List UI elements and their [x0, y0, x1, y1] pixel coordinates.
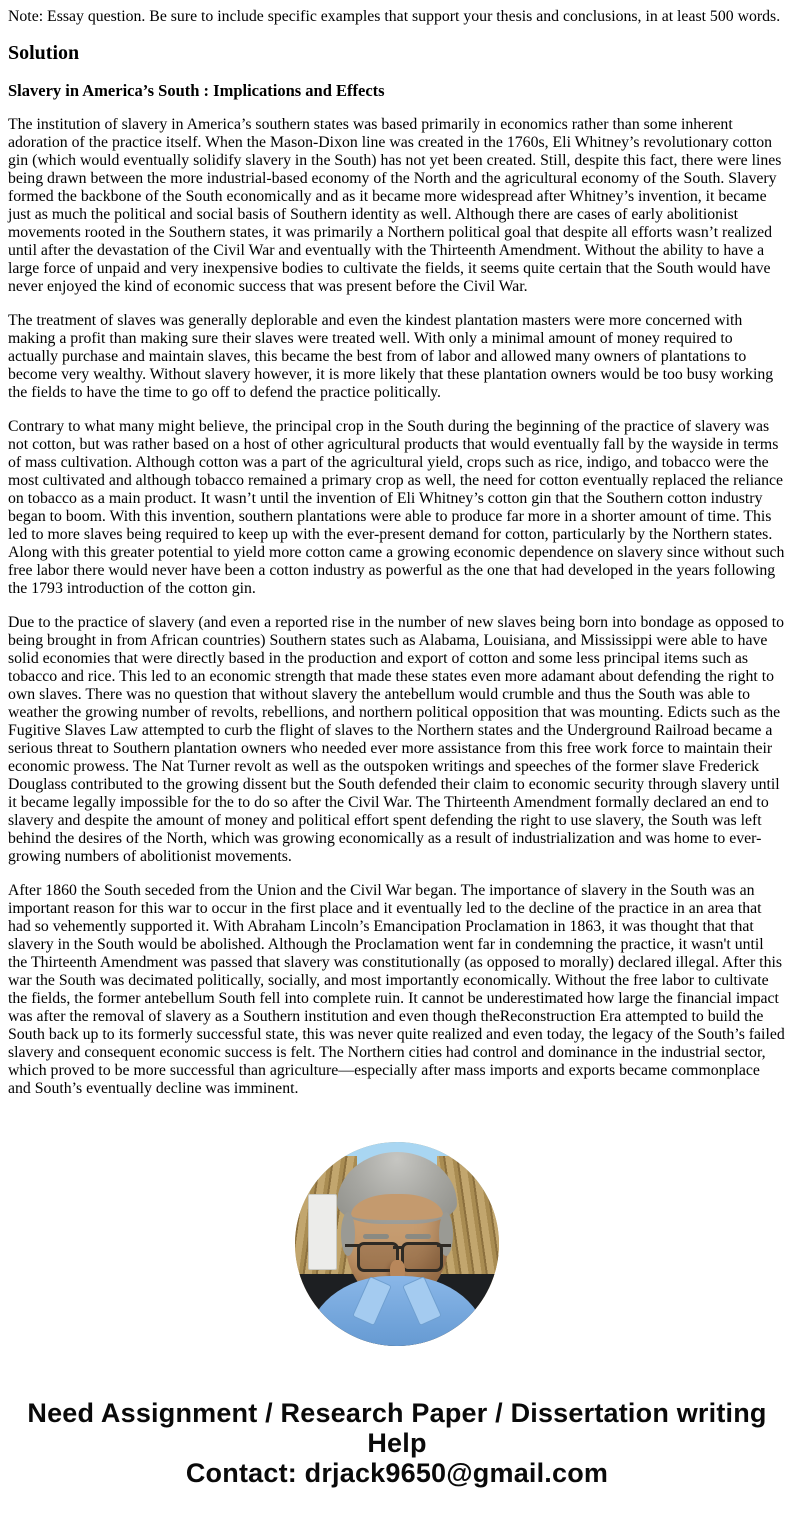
document-page	[8, 8, 786, 1488]
essay-paragraph-3: Contrary to what many might believe, the principal crop in the South during the beginning of the practice of slavery was not cotton, but was rather based on a host of other agricultural products that would eventually fall by the wayside in terms of mass cultivation. Although cotton was a part of the agricultural yield, crops such as rice, indigo, and tobacco were the most cultivated and although tobacco remained a primary crop as well, the need for cotton eventually replaced the reliance on tobacco as a main product. It wasn’t until the invention of Eli Whitney’s cotton gin that the Southern cotton industry began to boom. With this invention, southern plantations were able to produce far more in a shorter amount of time. This led to more slaves being required to keep up with the ever-present demand for cotton, particularly by the Northern states. Along with this greater potential to yield more cotton came a growing economic dependence on slavery since without such free labor there would never have been a cotton industry as powerful as the one that had developed in the years following the 1793 introduction of the cotton gin.	[8, 418, 785, 597]
avatar-glasses-temple-left	[345, 1244, 359, 1247]
footer-contact-text: Contact: drjack9650@gmail.com	[185, 1458, 609, 1488]
author-avatar	[295, 1142, 499, 1346]
essay-paragraph-5: After 1860 the South seceded from the Union and the Civil War began. The importance of slavery in the South was an important reason for this war to occur in the first place and it eventually led to the decline of the practice in an area that had so vehemently supported it. With Abraham Lincoln’s Emancipation Proclamation in 1863, it was thought that that slavery in the South would be abolished. Although the Proclamation went far in condemning the practice, it wasn't until the Thirteenth Amendment was passed that slavery was constitutionally (as opposed to morally) declared illegal. After this war the South was decimated politically, socially, and most importantly economically. Without the free labor to cultivate the fields, the former antebellum South fell into complete ruin. It cannot be underestimated how large the financial impact was after the removal of slavery as a Southern institution and even though theReconstruction Era attempted to build the South back up to its formerly successful state, this was never quite realized and even today, the legacy of the South’s failed slavery and consequent economic success is felt. The Northern cities had control and dominance in the industrial sector, which proved to be more successful than agriculture—especially after mass imports and exports became commonplace and South’s eventually decline was imminent.	[8, 882, 785, 1097]
essay-paragraph-2: The treatment of slaves was generally deplorable and even the kindest plantation masters were more concerned with making a profit than making sure their slaves were treated well. With only a minimal amount of money required to actually purchase and maintain slaves, this became the best from of labor and allowed many owners of plantations to become very wealthy. Without slavery however, it is more likely that these plantation owners would be too busy working the fields to have the time to go off to defend the practice politically.	[8, 312, 774, 401]
avatar-sideburn-left	[341, 1212, 355, 1256]
avatar-glasses-bridge	[393, 1246, 403, 1249]
footer-cta	[8, 1398, 786, 1488]
avatar-window-frame	[308, 1194, 337, 1270]
footer-help-text: Need Assignment / Research Paper / Dissertation writing Help	[27, 1398, 767, 1458]
essay-paragraph-4: Due to the practice of slavery (and even a reported rise in the number of new slaves being born into bondage as opposed to being brought in from African countries) Southern states such as Alabama, Louisiana, and Mississippi were able to have solid economies that were directly based in the production and export of cotton and some less principal items such as tobacco and rice. This led to an economic strength that made these states even more adamant about defending the right to own slaves. There was no question that without slavery the antebellum would crumble and thus the South was able to weather the growing number of revolts, rebellions, and northern political opposition that was mounting. Edicts such as the Fugitive Slaves Law attempted to curb the flight of slaves to the Northern states and the Underground Railroad became a serious threat to Southern plantation owners who needed ever more assistance from this free work force to maintain their economic prowess. The Nat Turner revolt as well as the outspoken writings and speeches of the former slave Frederick Douglass contributed to the growing dissent but the South defended their claim to economic security through slavery until it became legally impossible for the to do so after the Civil War. The Thirteenth Amendment formally declared an end to slavery and despite the amount of money and political effort spent defending the right to use slavery, the South was left behind the desires of the North, which was growing economically as a result of industrialization and was home to ever-growing numbers of abolitionist movements.	[8, 614, 784, 865]
avatar-glasses-temple-right	[437, 1244, 451, 1247]
avatar-eyebrow-left	[363, 1234, 389, 1239]
essay-title: Slavery in America’s South : Implications and Effects	[8, 81, 385, 100]
author-photo	[295, 1142, 499, 1346]
note-text: Note: Essay question. Be sure to include specific examples that support your thesis and conclusions, in at least 500 words.	[8, 8, 781, 25]
solution-heading: Solution	[8, 42, 80, 64]
avatar-eyebrow-right	[405, 1234, 431, 1239]
essay-paragraph-1: The institution of slavery in America’s southern states was based primarily in economics rather than some inherent adoration of the practice itself. When the Mason-Dixon line was created in the 1760s, Eli Whitney’s revolutionary cotton gin (which would eventually solidify slavery in the South) has not yet been created. Still, despite this fact, there were lines being drawn between the more industrial-based economy of the North and the agricultural economy of the South. Slavery formed the backbone of the South economically and as it became more widespread after Whitney’s invention, it became just as much the political and social basis of Southern identity as well. Although there are cases of early abolitionist movements rooted in the Southern states, it was primarily a Northern political goal that despite all efforts wasn’t realized until after the devastation of the Civil War and eventually with the Thirteenth Amendment. Without the ability to have a large force of unpaid and very inexpensive bodies to cultivate the fields, it seems quite certain that the South would have never enjoyed the kind of economic success that was present before the Civil War.	[8, 116, 782, 295]
